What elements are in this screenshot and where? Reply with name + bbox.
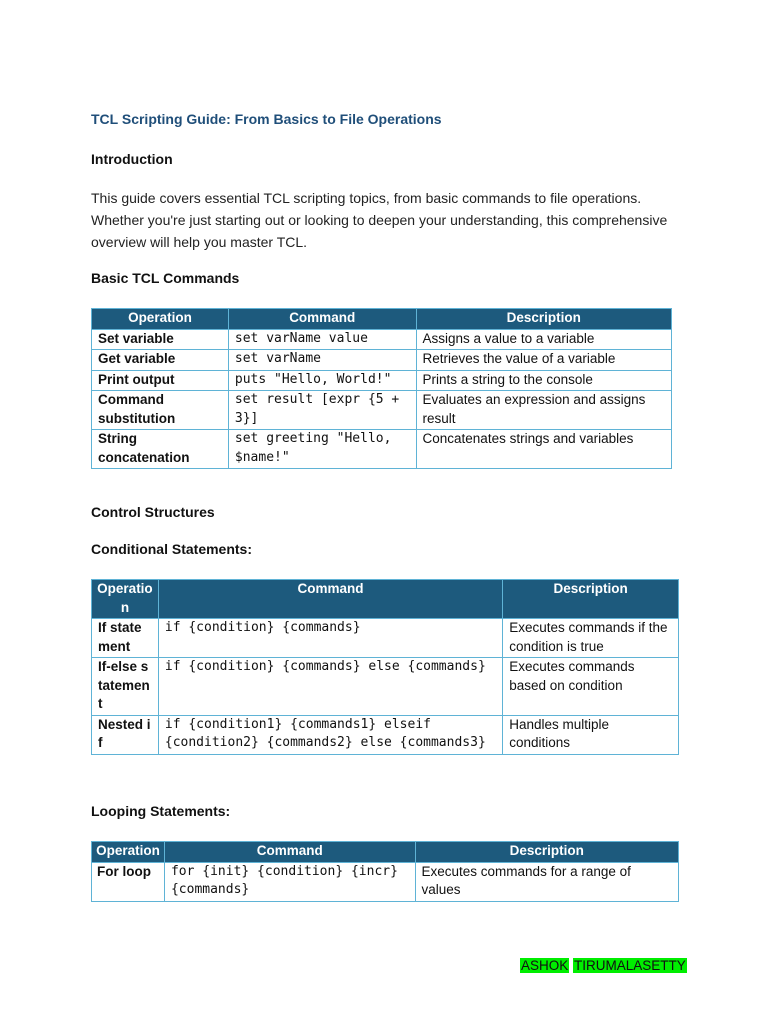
operation-cell: If-else statement [92, 658, 159, 716]
looping-statements-heading: Looping Statements: [91, 803, 231, 819]
description-cell: Concatenates strings and variables [416, 430, 671, 469]
column-header-command: Command [164, 842, 415, 863]
conditional-statements-heading: Conditional Statements: [91, 541, 253, 557]
table-row [92, 658, 679, 716]
command-cell: set varName value [228, 329, 416, 350]
column-header-operation: Operation [92, 842, 165, 863]
column-header-command: Command [158, 580, 502, 619]
operation-cell: Command substitution [92, 391, 229, 430]
control-structures-heading: Control Structures [91, 504, 215, 520]
operation-cell: Nested if [92, 715, 159, 754]
description-cell: Executes commands if the condition is true [503, 619, 679, 658]
basic-commands-table [91, 308, 672, 469]
command-cell: for {init} {condition} {incr} {commands} [164, 862, 415, 901]
table-row [92, 715, 679, 754]
column-header-description: Description [416, 309, 671, 330]
table-row [92, 619, 679, 658]
table-header-row [92, 309, 672, 330]
document-title: TCL Scripting Guide: From Basics to File Operations [91, 111, 442, 127]
description-cell: Executes commands based on condition [503, 658, 679, 716]
table-row [92, 430, 672, 469]
column-header-command: Command [228, 309, 416, 330]
table-row [92, 391, 672, 430]
author-first-name: ASHOK [521, 958, 569, 973]
column-header-description: Description [415, 842, 678, 863]
operation-cell: For loop [92, 862, 165, 901]
looping-statements-table [91, 841, 679, 902]
description-cell: Prints a string to the console [416, 370, 671, 391]
column-header-operation: Operation [92, 309, 229, 330]
operation-cell: Get variable [92, 350, 229, 371]
command-cell: set varName [228, 350, 416, 371]
description-cell: Assigns a value to a variable [416, 329, 671, 350]
column-header-description: Description [503, 580, 679, 619]
operation-cell: Print output [92, 370, 229, 391]
description-cell: Handles multiple conditions [503, 715, 679, 754]
conditional-statements-table [91, 579, 679, 755]
command-cell: set result [expr {5 + 3}] [228, 391, 416, 430]
command-cell: puts "Hello, World!" [228, 370, 416, 391]
column-header-operation: Operation [92, 580, 159, 619]
description-cell: Retrieves the value of a variable [416, 350, 671, 371]
table-header-row [92, 842, 679, 863]
table-row [92, 862, 679, 901]
command-cell: if {condition} {commands} else {commands} [158, 658, 502, 716]
command-cell: if {condition} {commands} [158, 619, 502, 658]
description-cell: Executes commands for a range of values [415, 862, 678, 901]
command-cell: set greeting "Hello, $name!" [228, 430, 416, 469]
operation-cell: Set variable [92, 329, 229, 350]
author-signature [520, 958, 687, 973]
command-cell: if {condition1} {commands1} elseif {condition2} {commands2} else {commands3} [158, 715, 502, 754]
table-row [92, 370, 672, 391]
description-cell: Evaluates an expression and assigns result [416, 391, 671, 430]
table-header-row [92, 580, 679, 619]
introduction-paragraph: This guide covers essential TCL scripting topics, from basic commands to file operations. Whether you're just starting out or looking to deepen your understanding, this comprehensive overview will help you master TCL. [91, 190, 668, 250]
table-row [92, 329, 672, 350]
operation-cell: String concatenation [92, 430, 229, 469]
table-row [92, 350, 672, 371]
basic-commands-heading: Basic TCL Commands [91, 270, 240, 286]
operation-cell: If statement [92, 619, 159, 658]
introduction-heading: Introduction [91, 151, 173, 167]
author-last-name: TIRUMALASETTY [574, 958, 686, 973]
